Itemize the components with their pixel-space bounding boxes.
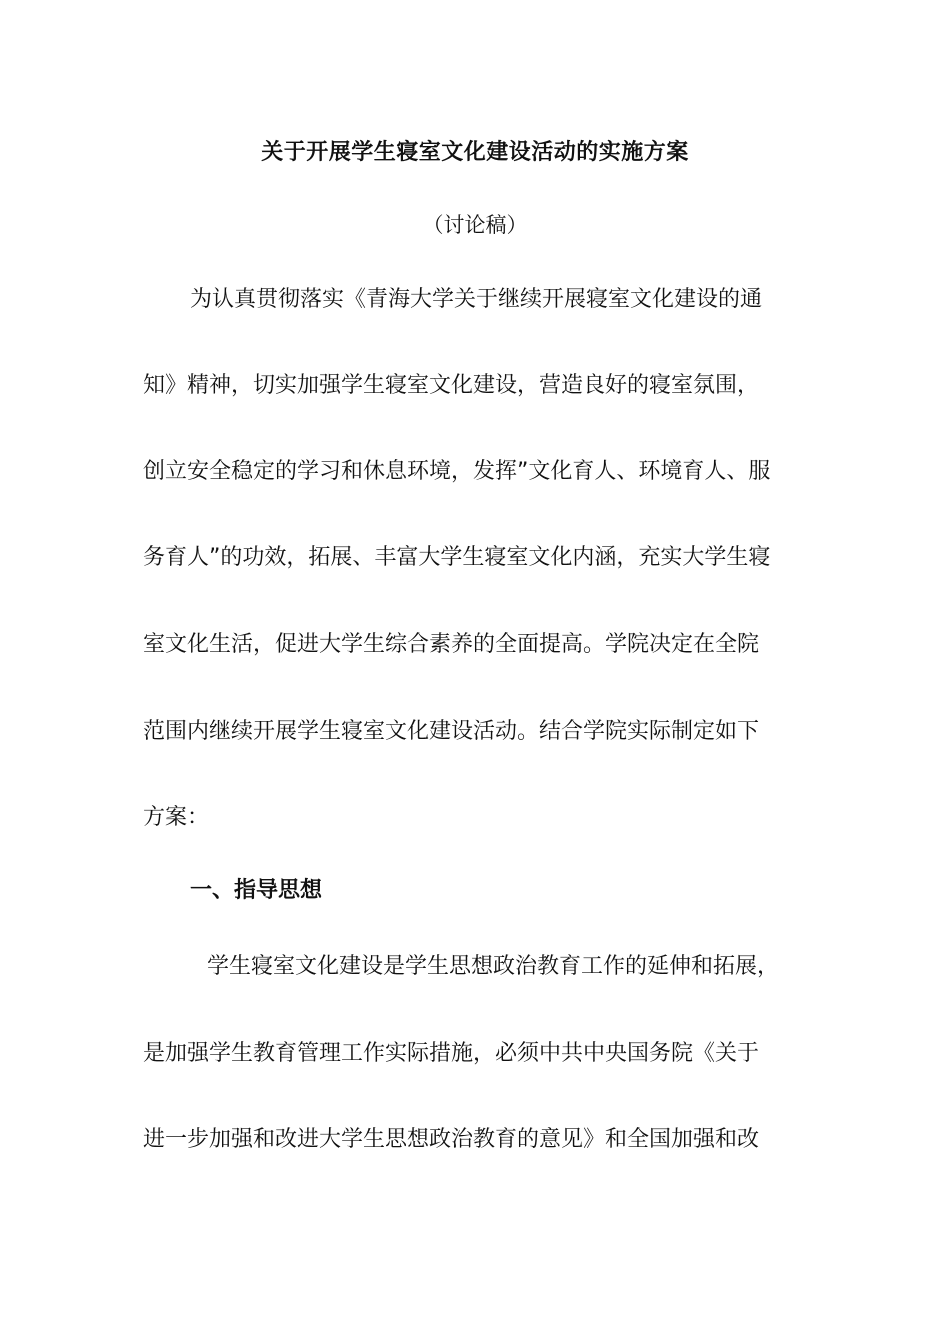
paragraph-line: 为认真贯彻落实《青海大学关于继续开展寝室文化建设的通 xyxy=(190,287,763,312)
paragraph-line: 范围内继续开展学生寝室文化建设活动。结合学院实际制定如下 xyxy=(143,719,760,744)
paragraph-line: 学生寝室文化建设是学生思想政治教育工作的延伸和拓展， xyxy=(207,954,780,979)
paragraph-line: 是加强学生教育管理工作实际措施，必须中共中央国务院《关于 xyxy=(143,1041,760,1066)
section-heading: 一、指导思想 xyxy=(190,878,323,903)
document-subtitle: （讨论稿） xyxy=(422,213,528,237)
document-title: 关于开展学生寝室文化建设活动的实施方案 xyxy=(261,140,689,165)
paragraph-line: 创立安全稳定的学习和休息环境，发挥”文化育人、环境育人、服 xyxy=(143,459,771,484)
paragraph-line: 方案： xyxy=(143,805,210,830)
paragraph-line: 知》精神，切实加强学生寝室文化建设，营造良好的寝室氛围， xyxy=(143,373,760,398)
paragraph-line: 室文化生活，促进大学生综合素养的全面提高。学院决定在全院 xyxy=(143,632,760,657)
paragraph-line: 务育人”的功效，拓展、丰富大学生寝室文化内涵，充实大学生寝 xyxy=(143,545,771,570)
paragraph-line: 进一步加强和改进大学生思想政治教育的意见》和全国加强和改 xyxy=(143,1127,760,1152)
